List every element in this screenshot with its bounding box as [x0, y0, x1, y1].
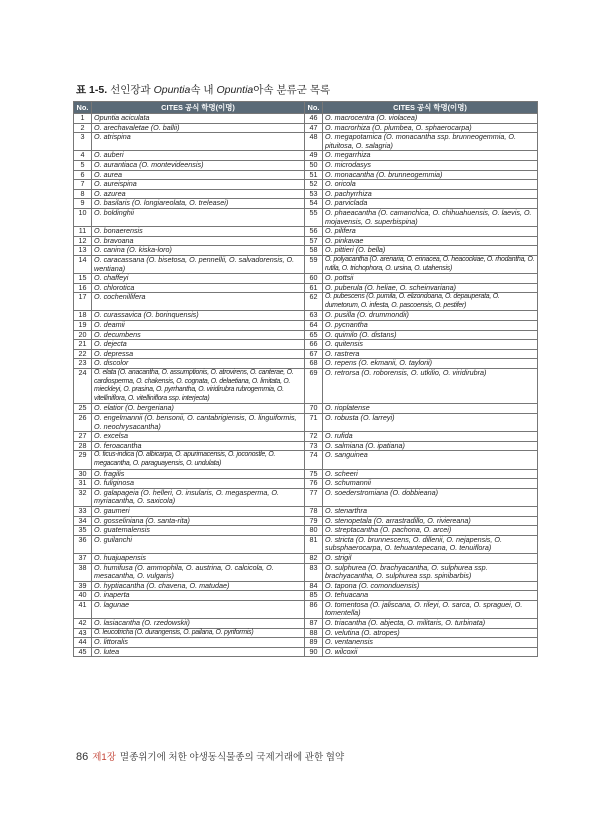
species-name-left: O. azurea [92, 189, 305, 199]
row-number-left: 34 [74, 516, 92, 526]
row-number-right: 76 [305, 479, 323, 489]
row-number-left: 41 [74, 600, 92, 618]
species-name-left: O. gaumeri [92, 506, 305, 516]
table-row [74, 414, 538, 432]
row-number-left: 17 [74, 293, 92, 311]
chapter-title: 멸종위기에 처한 야생동식물종의 국제거래에 관한 협약 [119, 752, 345, 763]
row-number-right: 54 [305, 199, 323, 209]
species-name-left: O. caracassana (O. bisetosa, O. pennellii, O. salvadorensis, O. wentiana) [92, 255, 305, 273]
row-number-right: 51 [305, 170, 323, 180]
row-number-left: 28 [74, 441, 92, 451]
species-name-left: O. boldinghii [92, 208, 305, 226]
table-row [74, 451, 538, 469]
row-number-left: 4 [74, 151, 92, 161]
species-name-right: O. pinkavae [323, 236, 538, 246]
species-name-left: O. basilaris (O. longiareolata, O. treleasei) [92, 199, 305, 209]
row-number-right: 60 [305, 274, 323, 284]
row-number-right: 66 [305, 340, 323, 350]
row-number-left: 39 [74, 581, 92, 591]
species-name-left: O. dejecta [92, 340, 305, 350]
table-row [74, 180, 538, 190]
row-number-left: 37 [74, 553, 92, 563]
chapter-label: 제1장 [92, 752, 116, 763]
row-number-left: 45 [74, 647, 92, 657]
row-number-right: 58 [305, 246, 323, 256]
table-row [74, 199, 538, 209]
species-name-left: O. ficus-indica (O. albicarpa, O. apurimacensis, O. joconostle, O. megacantha, O. paraguayensis, O. undulata) [92, 451, 305, 469]
species-name-left: O. lagunae [92, 600, 305, 618]
row-number-left: 19 [74, 321, 92, 331]
caption-text-mid: 속 내 [190, 84, 217, 96]
row-number-left: 8 [74, 189, 92, 199]
table-body [74, 114, 538, 657]
species-name-right: O. schumannii [323, 479, 538, 489]
row-number-right: 82 [305, 553, 323, 563]
species-name-left: O. littoralis [92, 638, 305, 648]
species-name-right: O. stenarthra [323, 506, 538, 516]
row-number-right: 77 [305, 488, 323, 506]
species-name-right: O. stenopetala (O. arrastradillo, O. riviereana) [323, 516, 538, 526]
species-name-left: O. fuliginosa [92, 479, 305, 489]
table-row [74, 581, 538, 591]
row-number-left: 9 [74, 199, 92, 209]
row-number-right: 86 [305, 600, 323, 618]
species-name-right: O. robusta (O. larreyi) [323, 414, 538, 432]
row-number-right: 81 [305, 535, 323, 553]
table-row [74, 274, 538, 284]
row-number-left: 22 [74, 349, 92, 359]
row-number-left: 16 [74, 283, 92, 293]
row-number-right: 65 [305, 330, 323, 340]
species-name-right: O. pachyrrhiza [323, 189, 538, 199]
table-row [74, 619, 538, 629]
species-name-right: O. pittieri (O. bella) [323, 246, 538, 256]
header-no-right: No. [305, 102, 323, 114]
table-row [74, 227, 538, 237]
species-name-left: O. elata (O. anacantha, O. assumptionis, O. atrovirens, O. canterae, O. cardiosperma, O. chakensis, O. cognata, O. delaetiana, O. limitata, O. mieckleyi, O. prasina, O. pyrrhantha, O. viridirubra rubrogemmia, O. vitelliniflora, O. vitelliniflora ssp. interjecta) [92, 369, 305, 404]
species-name-left: O. bonaerensis [92, 227, 305, 237]
species-name-right: O. ventanensis [323, 638, 538, 648]
row-number-right: 83 [305, 563, 323, 581]
species-name-right: O. tomentosa (O. jaliscana, O. rileyi, O. sarca, O. spraguei, O. tomentella) [323, 600, 538, 618]
row-number-right: 78 [305, 506, 323, 516]
species-name-right: O. soederstromiana (O. dobbieana) [323, 488, 538, 506]
row-number-left: 24 [74, 369, 92, 404]
species-name-right: O. tapona (O. comonduensis) [323, 581, 538, 591]
table-row [74, 469, 538, 479]
table-row [74, 535, 538, 553]
row-number-right: 59 [305, 255, 323, 273]
row-number-left: 42 [74, 619, 92, 629]
row-number-left: 38 [74, 563, 92, 581]
row-number-right: 71 [305, 414, 323, 432]
row-number-right: 73 [305, 441, 323, 451]
species-name-right: O. puberula (O. heliae, O. scheinvariana) [323, 283, 538, 293]
species-name-right: O. strigil [323, 553, 538, 563]
row-number-right: 69 [305, 369, 323, 404]
row-number-left: 1 [74, 114, 92, 124]
row-number-left: 2 [74, 123, 92, 133]
row-number-left: 6 [74, 170, 92, 180]
table-caption [76, 82, 330, 97]
species-table [73, 101, 538, 657]
row-number-right: 70 [305, 404, 323, 414]
header-name-right: CITES 공식 학명(이명) [323, 102, 538, 114]
species-name-right: O. pusilla (O. drummondii) [323, 311, 538, 321]
species-name-right: O. wilcoxii [323, 647, 538, 657]
page-footer [76, 749, 344, 763]
species-name-left: O. elatior (O. bergeriana) [92, 404, 305, 414]
row-number-left: 7 [74, 180, 92, 190]
header-no-left: No. [74, 102, 92, 114]
species-name-left: O. depressa [92, 349, 305, 359]
row-number-left: 20 [74, 330, 92, 340]
table-row [74, 441, 538, 451]
species-name-right: O. quimilo (O. distans) [323, 330, 538, 340]
species-name-right: O. sulphurea (O. brachyacantha, O. sulphurea ssp. brachyacantha, O. sulphurea ssp. spinibarbis) [323, 563, 538, 581]
table-row [74, 133, 538, 151]
row-number-left: 15 [74, 274, 92, 284]
caption-genus-1: Opuntia [153, 84, 191, 96]
table-row [74, 479, 538, 489]
row-number-right: 89 [305, 638, 323, 648]
row-number-left: 44 [74, 638, 92, 648]
table-row [74, 340, 538, 350]
row-number-left: 31 [74, 479, 92, 489]
row-number-right: 57 [305, 236, 323, 246]
table-row [74, 628, 538, 638]
row-number-left: 12 [74, 236, 92, 246]
table-row [74, 553, 538, 563]
species-name-right: O. megarrhiza [323, 151, 538, 161]
species-name-right: O. polyacantha (O. arenaria, O. erinacea, O. heacockiae, O. rhodantha, O. rutila, O. trichophora, O. ursina, O. utahensis) [323, 255, 538, 273]
species-name-right: O. tehuacana [323, 591, 538, 601]
species-name-left: O. guatemalensis [92, 526, 305, 536]
row-number-left: 27 [74, 432, 92, 442]
species-name-right: O. salmiana (O. ipatiana) [323, 441, 538, 451]
species-name-left: O. bravoana [92, 236, 305, 246]
species-name-left: O. guilanchi [92, 535, 305, 553]
species-name-left: O. chlorotica [92, 283, 305, 293]
species-name-left: O. arechavaletae (O. ballii) [92, 123, 305, 133]
row-number-right: 64 [305, 321, 323, 331]
species-name-left: O. curassavica (O. borinquensis) [92, 311, 305, 321]
row-number-right: 56 [305, 227, 323, 237]
row-number-right: 48 [305, 133, 323, 151]
row-number-left: 36 [74, 535, 92, 553]
species-name-left: O. discolor [92, 359, 305, 369]
species-name-left: O. feroacantha [92, 441, 305, 451]
row-number-left: 11 [74, 227, 92, 237]
row-number-left: 18 [74, 311, 92, 321]
species-name-right: O. pilifera [323, 227, 538, 237]
table-row [74, 638, 538, 648]
species-name-right: O. monacantha (O. brunneogemmia) [323, 170, 538, 180]
row-number-left: 40 [74, 591, 92, 601]
species-name-left: O. aurea [92, 170, 305, 180]
table-row [74, 647, 538, 657]
row-number-left: 35 [74, 526, 92, 536]
table-row [74, 600, 538, 618]
species-name-left: O. chaffeyi [92, 274, 305, 284]
species-name-right: O. sanguinea [323, 451, 538, 469]
species-name-right: O. rufida [323, 432, 538, 442]
table-row [74, 591, 538, 601]
row-number-right: 61 [305, 283, 323, 293]
table-row [74, 330, 538, 340]
table-row [74, 369, 538, 404]
table-row [74, 311, 538, 321]
row-number-right: 84 [305, 581, 323, 591]
species-name-left: O. engelmannii (O. bensonii, O. cantabrigiensis, O. linguiformis, O. neochrysacantha) [92, 414, 305, 432]
row-number-right: 87 [305, 619, 323, 629]
species-name-right: O. macrocentra (O. violacea) [323, 114, 538, 124]
row-number-right: 62 [305, 293, 323, 311]
species-name-left: Opuntia aciculata [92, 114, 305, 124]
row-number-left: 33 [74, 506, 92, 516]
species-name-right: O. parviclada [323, 199, 538, 209]
row-number-right: 67 [305, 349, 323, 359]
row-number-right: 55 [305, 208, 323, 226]
species-name-right: O. streptacantha (O. pachona, O. arcei) [323, 526, 538, 536]
species-name-right: O. rioplatense [323, 404, 538, 414]
table-row [74, 506, 538, 516]
row-number-right: 74 [305, 451, 323, 469]
species-name-left: O. gosseliniana (O. santa-rita) [92, 516, 305, 526]
row-number-right: 75 [305, 469, 323, 479]
row-number-right: 68 [305, 359, 323, 369]
row-number-right: 72 [305, 432, 323, 442]
row-number-left: 10 [74, 208, 92, 226]
species-name-left: O. lasiacantha (O. rzedowskii) [92, 619, 305, 629]
species-name-right: O. phaeacantha (O. camanchica, O. chihuahuensis, O. laevis, O. mojavensis, O. superbispina) [323, 208, 538, 226]
species-name-left: O. huajuapensis [92, 553, 305, 563]
caption-text-before: 선인장과 [107, 84, 154, 96]
species-name-right: O. megapotamica (O. monacantha ssp. brunneogemmia, O. pituitosa, O. salagria) [323, 133, 538, 151]
page-number: 86 [76, 751, 89, 763]
table-row [74, 208, 538, 226]
table-row [74, 349, 538, 359]
table-row [74, 321, 538, 331]
row-number-right: 63 [305, 311, 323, 321]
species-name-right: O. velutina (O. atropes) [323, 628, 538, 638]
row-number-right: 88 [305, 628, 323, 638]
species-name-left: O. atrispina [92, 133, 305, 151]
species-name-right: O. repens (O. ekmanii, O. taylorii) [323, 359, 538, 369]
table-row [74, 255, 538, 273]
table-row [74, 246, 538, 256]
row-number-left: 13 [74, 246, 92, 256]
species-name-left: O. fragilis [92, 469, 305, 479]
table-row [74, 488, 538, 506]
table-row [74, 160, 538, 170]
caption-text-after: 아속 분류군 목록 [253, 84, 331, 96]
table-header-row [74, 102, 538, 114]
row-number-right: 50 [305, 160, 323, 170]
row-number-left: 25 [74, 404, 92, 414]
species-name-right: O. stricta (O. brunnescens, O. dillenii, O. nejapensis, O. subsphaerocarpa, O. tehuantepecana, O. tenuiflora) [323, 535, 538, 553]
species-name-left: O. leucotricha (O. durangensis, O. pailana, O. pyriformis) [92, 628, 305, 638]
row-number-left: 5 [74, 160, 92, 170]
species-name-left: O. inaperta [92, 591, 305, 601]
table-row [74, 526, 538, 536]
row-number-left: 23 [74, 359, 92, 369]
species-name-left: O. excelsa [92, 432, 305, 442]
row-number-right: 90 [305, 647, 323, 657]
row-number-left: 29 [74, 451, 92, 469]
species-name-left: O. hyptiacantha (O. chavena, O. matudae) [92, 581, 305, 591]
row-number-right: 46 [305, 114, 323, 124]
species-name-right: O. scheeri [323, 469, 538, 479]
species-name-right: O. quitensis [323, 340, 538, 350]
row-number-right: 80 [305, 526, 323, 536]
row-number-right: 85 [305, 591, 323, 601]
species-name-left: O. galapageia (O. helleri, O. insularis, O. megasperma, O. myriacantha, O. saxicola) [92, 488, 305, 506]
species-name-right: O. macrorhiza (O. plumbea, O. sphaerocarpa) [323, 123, 538, 133]
table-row [74, 170, 538, 180]
species-name-left: O. canina (O. kiska-loro) [92, 246, 305, 256]
caption-label: 표 1-5. [76, 84, 108, 96]
row-number-left: 3 [74, 133, 92, 151]
species-name-left: O. aureispina [92, 180, 305, 190]
table-row [74, 114, 538, 124]
species-name-right: O. pubescens (O. pumila, O. elizondoana, O. depauperata, O. dumetorum, O. infesta, O. pascoensis, O. pestifer) [323, 293, 538, 311]
species-name-left: O. humifusa (O. ammophila, O. austrina, O. calcicola, O. mesacantha, O. vulgaris) [92, 563, 305, 581]
row-number-left: 21 [74, 340, 92, 350]
species-name-left: O. auberi [92, 151, 305, 161]
species-name-right: O. retrorsa (O. roborensis, O. utkilio, O. viridirubra) [323, 369, 538, 404]
species-name-right: O. pycnantha [323, 321, 538, 331]
row-number-right: 53 [305, 189, 323, 199]
species-name-left: O. cochenillifera [92, 293, 305, 311]
row-number-left: 26 [74, 414, 92, 432]
row-number-left: 43 [74, 628, 92, 638]
table-row [74, 563, 538, 581]
table-row [74, 293, 538, 311]
row-number-left: 32 [74, 488, 92, 506]
species-name-right: O. microdasys [323, 160, 538, 170]
row-number-left: 30 [74, 469, 92, 479]
row-number-left: 14 [74, 255, 92, 273]
caption-genus-2: Opuntia [216, 84, 254, 96]
row-number-right: 49 [305, 151, 323, 161]
row-number-right: 47 [305, 123, 323, 133]
species-name-right: O. pottsii [323, 274, 538, 284]
row-number-right: 52 [305, 180, 323, 190]
row-number-right: 79 [305, 516, 323, 526]
header-name-left: CITES 공식 학명(이명) [92, 102, 305, 114]
species-name-left: O. deamii [92, 321, 305, 331]
table-row [74, 432, 538, 442]
species-name-right: O. oricola [323, 180, 538, 190]
species-name-right: O. rastrera [323, 349, 538, 359]
species-name-left: O. aurantiaca (O. montevideensis) [92, 160, 305, 170]
species-name-left: O. decumbens [92, 330, 305, 340]
species-name-right: O. triacantha (O. abjecta, O. militaris, O. turbinata) [323, 619, 538, 629]
species-name-left: O. lutea [92, 647, 305, 657]
